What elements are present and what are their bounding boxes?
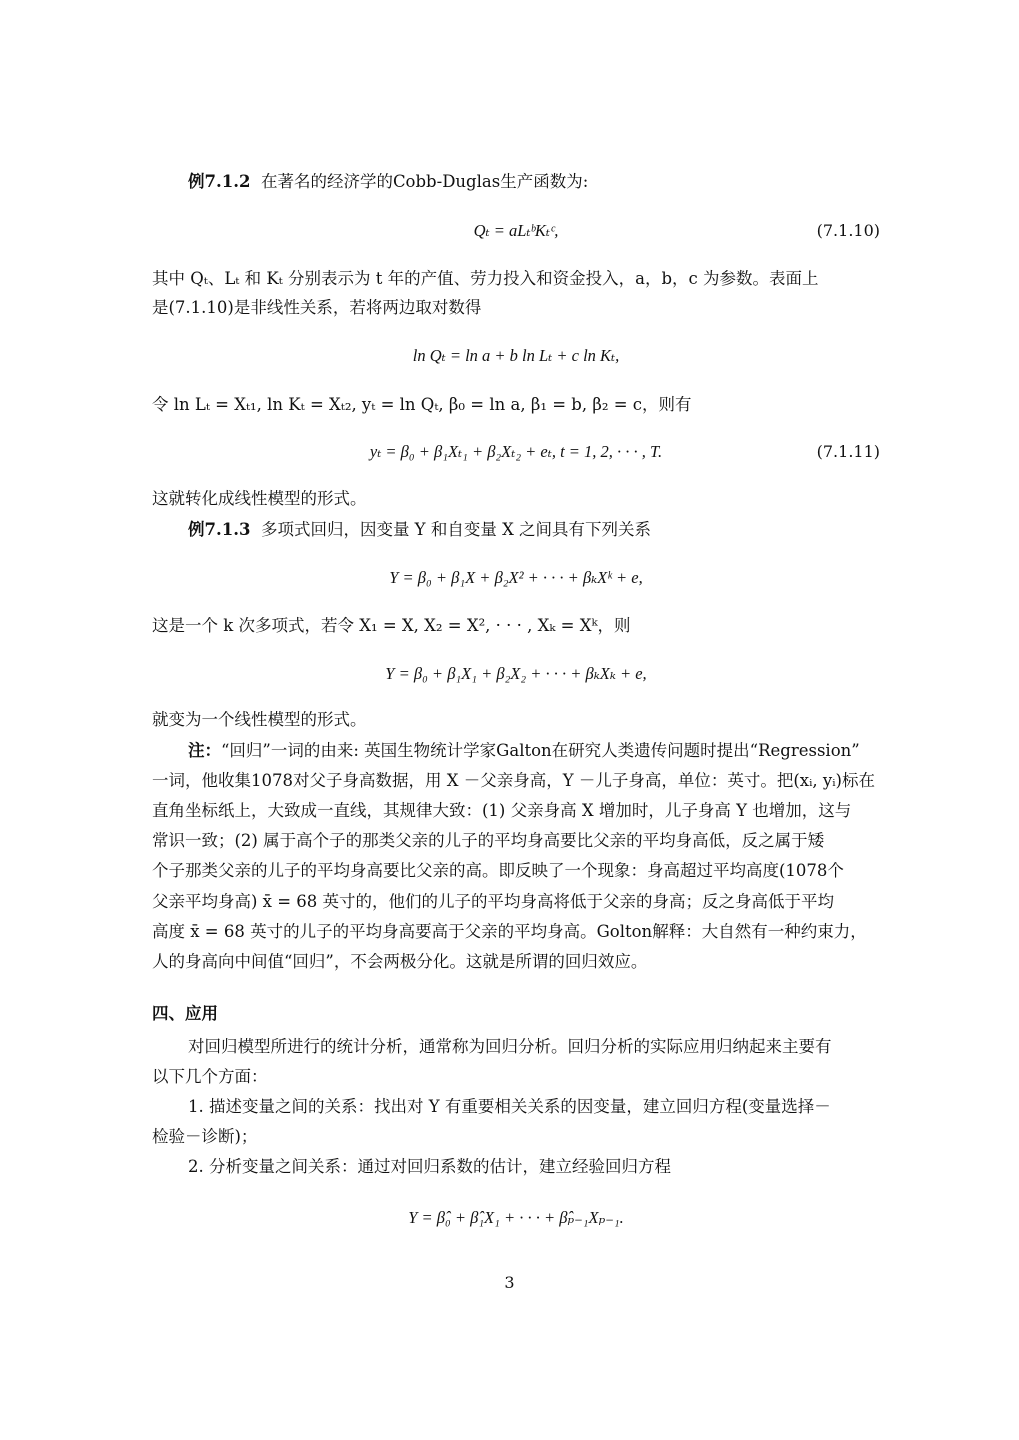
equation-polynomial-linear: Y = β₀ + β₁X₁ + β₂X₂ + · · · + βₖXₖ + e, xyxy=(385,664,647,683)
list-item-1-line-2: 检验－诊断)； xyxy=(152,1127,258,1146)
section-4-intro-2: 以下几个方面： xyxy=(152,1067,268,1086)
section-4-intro-1: 对回归模型所进行的统计分析，通常称为回归分析。回归分析的实际应用归纳起来主要有 xyxy=(188,1037,832,1056)
note-line-8: 人的身高向中间值“回归”，不会两极分化。这就是所谓的回归效应。 xyxy=(152,952,648,971)
example-713-label: 例7.1.3 xyxy=(188,520,251,539)
note-line-4: 常识一致；(2) 属于高个子的那类父亲的儿子的平均身高要比父亲的平均身高低，反之属于矮 xyxy=(152,831,825,850)
list-item-2: 2. 分析变量之间关系：通过对回归系数的估计，建立经验回归方程 xyxy=(188,1157,671,1176)
equation-cobb-douglas: Qₜ = aLₜᵇKₜᶜ, xyxy=(473,221,559,240)
example-713-intro-line xyxy=(188,518,880,542)
example-713-text-1: 这是一个 k 次多项式，若令 X₁ = X, X₂ = X², · · · , Xₖ = Xᵏ，则 xyxy=(152,616,631,635)
example-712-intro: 在著名的经济学的Cobb-Duglas生产函数为: xyxy=(260,172,589,191)
list-item-1-line-1: 1. 描述变量之间的关系：找出对 Y 有重要相关关系的因变量，建立回归方程(变量选择－ xyxy=(188,1097,831,1116)
note-line-7: 高度 x̄ = 68 英寸的儿子的平均身高要高于父亲的平均身高。Golton解释：大自然有一种约束力， xyxy=(152,922,867,941)
example-713-intro: 多项式回归，因变量 Y 和自变量 X 之间具有下列关系 xyxy=(260,520,652,539)
example-713-conclusion: 就变为一个线性模型的形式。 xyxy=(152,710,367,729)
example-712-text-1: 其中 Qₜ、Lₜ 和 Kₜ 分别表示为 t 年的产值、劳力投入和资金投入，a，b，c 为参数。表面上 xyxy=(152,269,819,288)
equation-linear-model: yₜ = β₀ + β₁Xₜ₁ + β₂Xₜ₂ + eₜ, t = 1, 2, · · · , T. xyxy=(369,442,663,461)
note-line-5: 个子那类父亲的儿子的平均身高要比父亲的高。即反映了一个现象：身高超过平均高度(1078个 xyxy=(152,861,844,880)
example-712-let-line: 令 ln Lₜ = Xₜ₁, ln Kₜ = Xₜ₂, yₜ = ln Qₜ, β₀ = ln a, β₁ = b, β₂ = c，则有 xyxy=(152,395,692,414)
note-line-6: 父亲平均身高) x̄ = 68 英寸的，他们的儿子的平均身高将低于父亲的身高；反之身高低于平均 xyxy=(152,892,835,911)
equation-empirical-regression: Y = β̂₀ + β̂₁X₁ + · · · + β̂ₚ₋₁Xₚ₋₁. xyxy=(408,1208,624,1227)
note-line-1 xyxy=(188,739,880,763)
example-712-label: 例7.1.2 xyxy=(188,172,251,191)
note-label: 注： xyxy=(188,741,221,760)
example-712-intro-line xyxy=(188,170,880,194)
example-712-text-2: 是(7.1.10)是非线性关系，若将两边取对数得 xyxy=(152,298,482,317)
example-712-conclusion: 这就转化成线性模型的形式。 xyxy=(152,489,367,508)
note-text-1: “回归”一词的由来: 英国生物统计学家Galton在研究人类遗传问题时提出“Regression” xyxy=(221,741,860,760)
page-number: 3 xyxy=(504,1273,515,1292)
equation-polynomial: Y = β₀ + β₁X + β₂X² + · · · + βₖXᵏ + e, xyxy=(389,568,643,587)
equation-number-7-1-10: (7.1.10) xyxy=(816,221,880,240)
equation-log-form: ln Qₜ = ln a + b ln Lₜ + c ln Kₜ, xyxy=(412,346,620,365)
equation-number-7-1-11: (7.1.11) xyxy=(816,442,880,461)
note-line-3: 直角坐标纸上，大致成一直线，其规律大致：(1) 父亲身高 X 增加时，儿子身高 Y 也增加，这与 xyxy=(152,801,852,820)
note-line-2: 一词，他收集1078对父子身高数据，用 X －父亲身高，Y －儿子身高，单位：英寸。把(xᵢ, yᵢ)标在 xyxy=(152,771,875,790)
section-heading-applications: 四、应用 xyxy=(152,1004,218,1023)
